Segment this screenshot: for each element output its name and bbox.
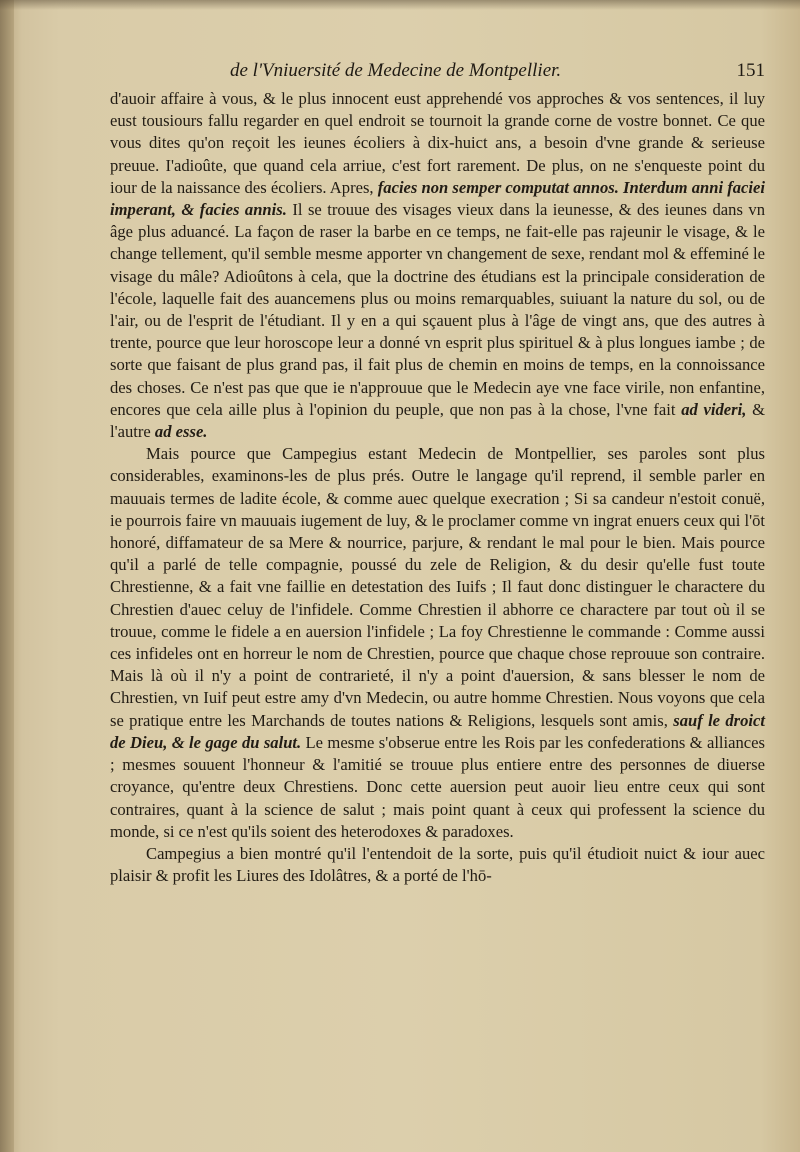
page-header — [230, 60, 765, 88]
text-run: & l'autre — [110, 399, 765, 442]
page-number: 151 — [736, 60, 765, 81]
latin-quote: ad videri, — [681, 399, 747, 419]
text-run: d'auoir affaire à vous, & le plus innocent eust apprehendé vos approches & vos sentences, il luy eust tousiours fallu regarder en quel endroit se tournoit la grande corne de vostre bonnet. Ce que vous dites qu'on reçoit les ieunes écoliers à dix-huict ans, a besoin d'vne grande & serieuse preuue. I'adioûte, que quand cela arriue, c'est fort rarement. De plus, on ne s'enqueste point du iour de la naissance des écoliers. Apres, — [110, 89, 765, 197]
italic-quote: sauf le droict de Dieu, & le gage du salut. — [110, 710, 766, 752]
text-run: Mais pource que Campegius estant Medecin de Montpellier, ses paroles sont plus considerables, examinons-les de plus prés. Outre le langage qu'il reprend, il semble parler en mauuais termes de ladite école, & comme auec quelque execration ; Si sa candeur n'estoit conuë, ie pourrois faire vn mauuais iugement de luy, & le proclamer comme vn ingrat enuers ceux qui l'ōt honoré, diffamateur de sa Mere & nourrice, parjure, & rendant le mal pour le bien. Mais pource qu'il a parlé de telle compagnie, poussé du zele de Religion, & du desir qu'elle fust toute Chrestienne, & a fait vne faillie en detestation des Iuifs ; Il faut donc distinguer le charactere du Chrestien d'auec celuy de l'infidele. Comme Chrestien il abhorre ce charactere par tout où il se trouue, comme le fidele a en auersion l'infidele ; La foy Chrestienne le commande : Comme aussi ces infideles ont en horreur le nom de Chrestien, pource que chaque chose reprouue son contraire. Mais là où il n'y a point de contrarieté, il n'y a point d'auersion, & sans blesser le nom de Chrestien, vn Iuif peut estre amy d'vn Medecin, ou autre homme Chrestien. Nous voyons que cela se pratique entre les Marchands de toutes nations & Religions, lesquels sont amis, — [110, 444, 765, 730]
text-run: Il se trouue des visages vieux dans la ieunesse, & des ieunes dans vn âge plus aduancé. La façon de raser la barbe en ce temps, ne fait-elle pas rajeunir le visage, & le change tellement, qu'il semble mesme apporter vn changement de sexe, rendant mol & effeminé le visage du mâle? Adioûtons à cela, que la doctrine des étudians est la principale consideration de l'école, laquelle fait des auancemens plus ou moins remarquables, suiuant la nature du sol, ou de l'air, ou de l'esprit de l'étudiant. Il y en a qui sçauent plus à l'âge de vingt ans, que des autres à trente, pource que leur horoscope leur a donné vn esprit plus spirituel & à plus longues iambe ; de sorte que faisant de plus grand pas, il fait plus de chemin en moins de temps, en la connoissance des choses. Ce n'est pas que que ie n'approuue que le Medecin aye vne face virile, non enfantine, encores que cela aille plus à l'opinion du peuple, que non pas à la chose, l'vne fait — [110, 200, 765, 419]
latin-quote: facies non semper computat annos. Interdum anni faciei imperant, & facies annis. — [110, 177, 765, 220]
text-run: Le mesme s'obserue entre les Rois par les confederations & alliances ; mesmes souuent l'honneur & l'amitié se trouue plus entiere entre des personnes de diuerse croyance, qu'entre deux Chrestiens. Donc cette auersion peut auoir lieu entre ceux qui sont contraires, quant à la science de salut ; mais point quant à ceux qui professent la science du monde, si ce n'est qu'ils soient des heterodoxes & paradoxes. — [110, 732, 765, 841]
paragraph-1 — [110, 88, 765, 443]
running-title: de l'Vniuersité de Medecine de Montpellier. — [230, 60, 562, 81]
body-text — [110, 88, 765, 887]
paragraph-3: Campegius a bien montré qu'il l'entendoit de la sorte, puis qu'il étudioit nuict & iour auec plaisir & profit les Liures des Idolâtres, & a porté de l'hō- — [110, 843, 765, 886]
latin-quote: ad esse. — [154, 422, 208, 442]
paragraph-2 — [110, 443, 765, 843]
